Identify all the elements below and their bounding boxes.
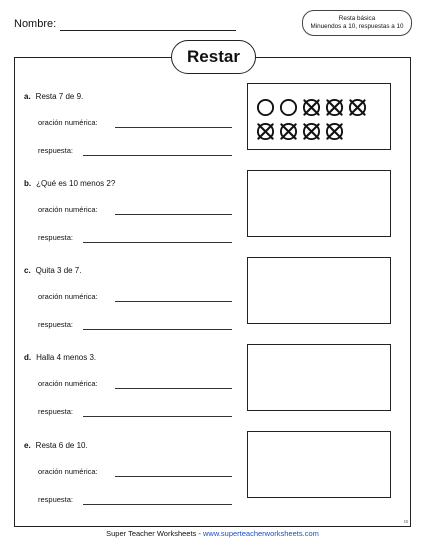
footer-separator: - (196, 529, 203, 538)
answer-label: respuesta: (38, 146, 74, 155)
problem-c (24, 266, 244, 346)
drawing-box-c[interactable] (247, 257, 391, 324)
number-sentence-label: oración numérica: (38, 205, 98, 214)
answer-line[interactable] (83, 242, 232, 243)
problem-b (24, 179, 244, 259)
worksheet-title: Restar (171, 40, 256, 74)
problem-prompt (24, 266, 81, 275)
worksheet-topic-badge (302, 10, 412, 36)
number-sentence-line[interactable] (115, 301, 232, 302)
number-sentence-line[interactable] (115, 476, 232, 477)
answer-line[interactable] (83, 329, 232, 330)
counters-box-a (247, 83, 391, 150)
problem-text: Halla 4 menos 3. (36, 353, 97, 362)
crossed-circle-icon (302, 98, 321, 117)
problem-letter: d. (24, 353, 32, 362)
number-sentence-line[interactable] (115, 127, 232, 128)
topic-line-1: Resta básica (338, 15, 376, 22)
drawing-box-e[interactable] (247, 431, 391, 498)
crossed-circle-icon (279, 122, 298, 141)
problem-d (24, 353, 244, 433)
counters-row-1 (256, 98, 367, 117)
counters-row-2 (256, 122, 344, 141)
footer (0, 529, 425, 538)
problem-letter: e. (24, 441, 31, 450)
answer-line[interactable] (83, 504, 232, 505)
problem-letter: b. (24, 179, 32, 188)
problem-prompt (24, 179, 115, 188)
answer-label: respuesta: (38, 407, 74, 416)
number-sentence-line[interactable] (115, 214, 232, 215)
circle-icon (256, 98, 275, 117)
number-sentence-label: oración numérica: (38, 379, 98, 388)
drawing-box-b[interactable] (247, 170, 391, 237)
circle-icon (279, 98, 298, 117)
number-sentence-label: oración numérica: (38, 467, 98, 476)
crossed-circle-icon (325, 98, 344, 117)
number-sentence-label: oración numérica: (38, 292, 98, 301)
topic-line-2: Minuendos a 10, respuestas a 10 (310, 23, 404, 30)
number-sentence-label: oración numérica: (38, 118, 98, 127)
crossed-circle-icon (348, 98, 367, 117)
crossed-circle-icon (302, 122, 321, 141)
answer-label: respuesta: (38, 495, 74, 504)
problem-prompt (24, 441, 88, 450)
problem-letter: a. (24, 92, 31, 101)
answer-line[interactable] (83, 155, 232, 156)
problem-text: ¿Qué es 10 menos 2? (36, 179, 116, 188)
answer-label: respuesta: (38, 233, 74, 242)
crossed-circle-icon (325, 122, 344, 141)
problem-prompt (24, 353, 96, 362)
page-number: IS (404, 519, 409, 524)
problem-prompt (24, 92, 83, 101)
crossed-circle-icon (256, 122, 275, 141)
problem-text: Resta 6 de 10. (35, 441, 88, 450)
problem-text: Resta 7 de 9. (35, 92, 84, 101)
number-sentence-line[interactable] (115, 388, 232, 389)
problem-text: Quita 3 de 7. (35, 266, 82, 275)
problem-letter: c. (24, 266, 31, 275)
problem-e (24, 441, 244, 521)
problem-a (24, 92, 244, 172)
name-field-line[interactable] (60, 30, 236, 31)
footer-url-link[interactable]: www.superteacherworksheets.com (202, 529, 319, 538)
name-label: Nombre: (14, 18, 57, 30)
footer-brand: Super Teacher Worksheets (106, 529, 197, 538)
answer-line[interactable] (83, 416, 232, 417)
drawing-box-d[interactable] (247, 344, 391, 411)
answer-label: respuesta: (38, 320, 74, 329)
